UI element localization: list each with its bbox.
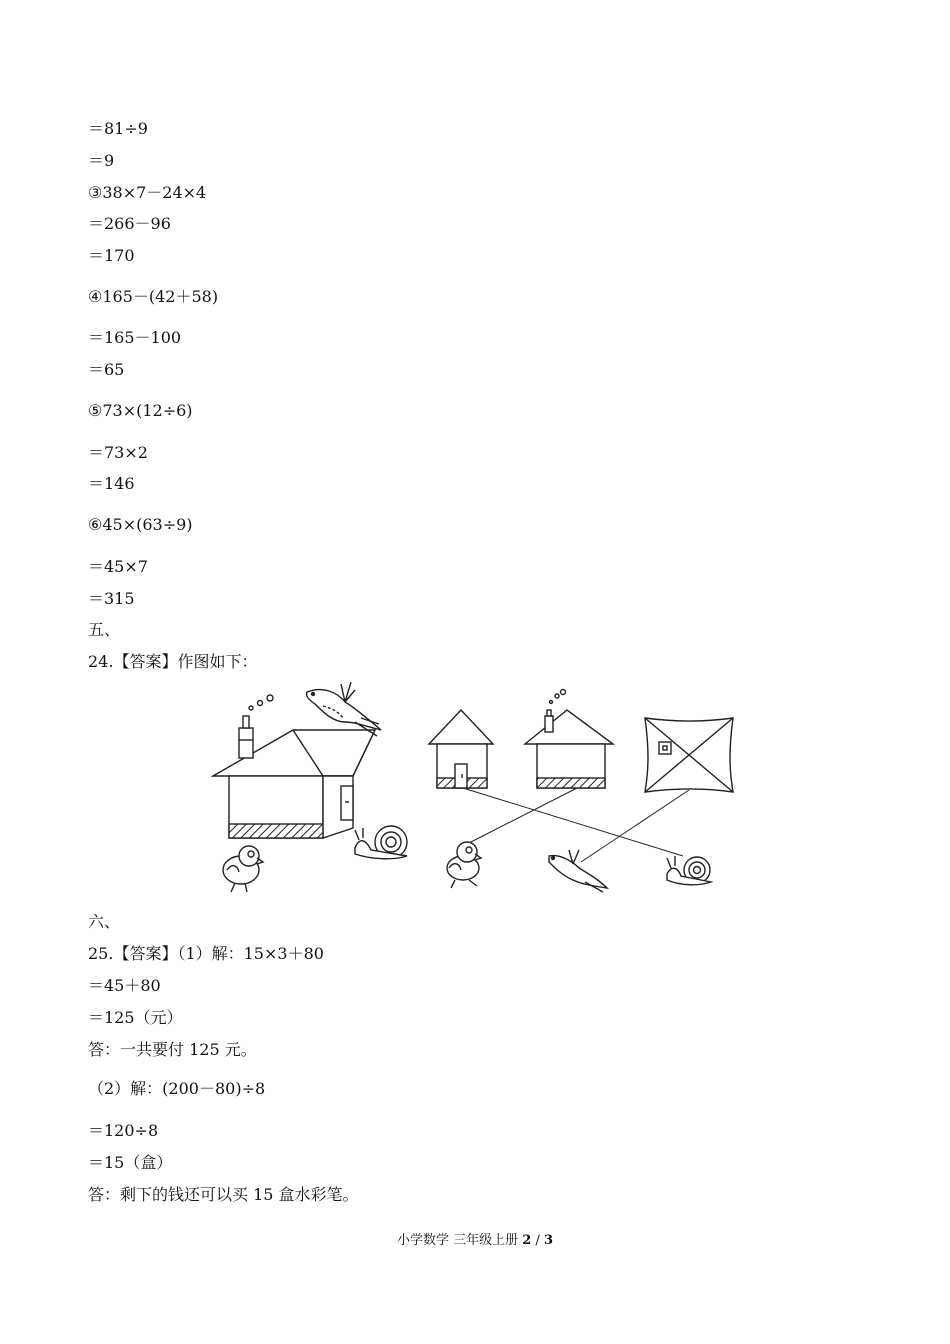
bird-top <box>306 682 381 736</box>
house-right <box>525 690 613 789</box>
calc-line: ＝146 <box>88 474 135 493</box>
calc-line: ＝165－100 <box>88 328 182 347</box>
calc-line: ＝170 <box>88 246 135 265</box>
house-middle <box>429 710 493 788</box>
calc-line: ＝73×2 <box>88 443 148 462</box>
calc-line: ④165－(42＋58) <box>88 287 219 306</box>
calc-line: ＝65 <box>88 360 125 379</box>
calc-line: ⑤73×(12÷6) <box>88 401 193 420</box>
question-heading: 24.【答案】作图如下： <box>88 652 258 671</box>
calc-line: ＝120÷8 <box>88 1121 159 1140</box>
calc-line: ＝266－96 <box>88 214 171 233</box>
calc-line: ＝45＋80 <box>88 976 161 995</box>
answer-drawing <box>205 678 750 898</box>
calc-line: ③38×7－24×4 <box>88 183 207 202</box>
footer-subject: 小学数学 三年级上册 <box>396 1233 519 1248</box>
answer-sentence: 答：一共要付 125 元。 <box>88 1040 257 1059</box>
bird-bottom <box>549 850 607 892</box>
calc-line: ＝81÷9 <box>88 119 148 138</box>
calc-line: ⑥45×(63÷9) <box>88 515 193 534</box>
chick-middle <box>447 842 481 888</box>
page-separator: / <box>535 1233 540 1248</box>
calc-line: ＝315 <box>88 589 135 608</box>
box-shape <box>645 718 733 792</box>
calc-line: ＝45×7 <box>88 557 148 576</box>
calc-line: ＝15（盒） <box>88 1153 173 1172</box>
snail-left <box>355 826 407 859</box>
calc-line: ＝9 <box>88 151 115 170</box>
section-heading: 五、 <box>88 620 121 639</box>
answer-sentence: 答：剩下的钱还可以买 15 盒水彩笔。 <box>88 1185 359 1204</box>
page-footer <box>0 1229 950 1248</box>
section-heading: 六、 <box>88 912 121 931</box>
page-number: 2 <box>522 1233 532 1248</box>
connection-lines <box>463 788 689 862</box>
chick-left <box>223 846 263 892</box>
calc-line: （2）解：(200－80)÷8 <box>88 1079 266 1098</box>
snail-right <box>667 856 711 885</box>
page-total: 3 <box>543 1233 554 1248</box>
calc-line: ＝125（元） <box>88 1008 183 1027</box>
question-heading: 25.【答案】（1）解：15×3＋80 <box>88 944 324 963</box>
